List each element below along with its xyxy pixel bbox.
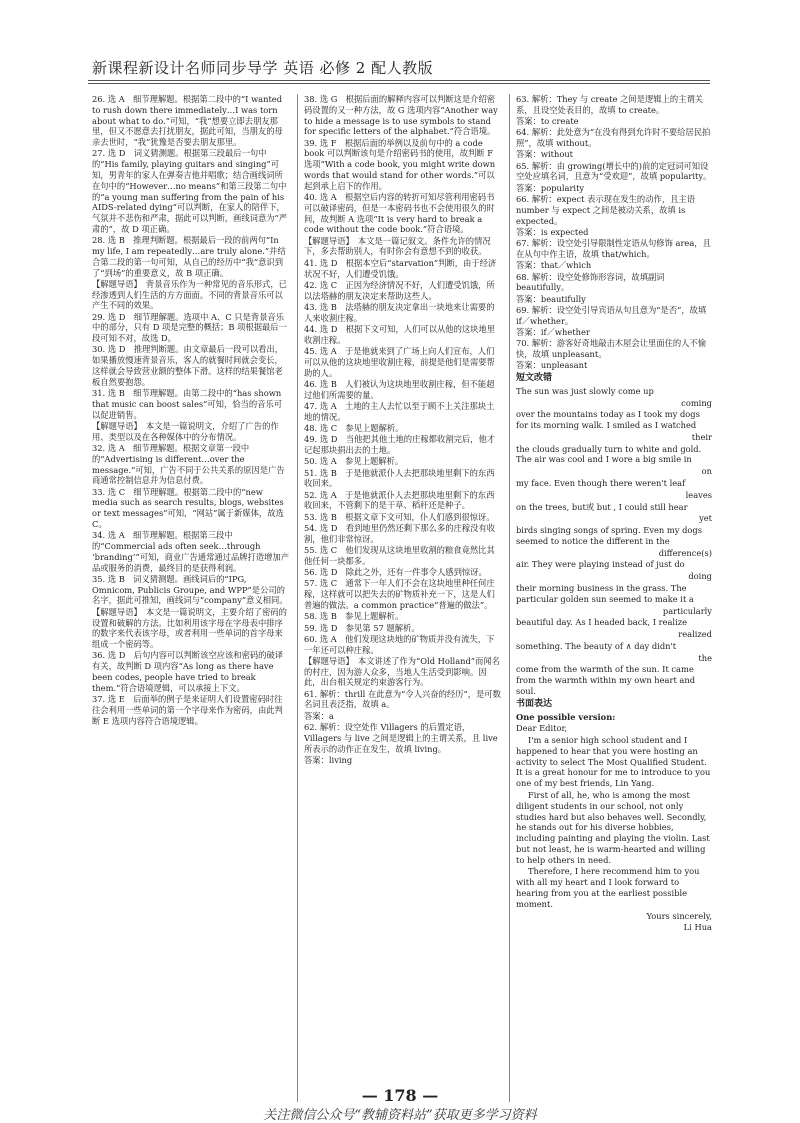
answer-item: 51. 选 B 于是他就派仆人去把那块地里剩下的东西收回来。: [304, 467, 495, 489]
answer-item: 33. 选 C 细节理解题。根据第二段中的“new media such as search results, blogs, websites or text messages”可知，“网站”属于新媒体，故选 C。: [92, 486, 284, 529]
answer-item: 65. 解析：由 growing(增长中的)前的定冠词可知设空处应填名词，且意为“受欢迎”，故填 popularity。: [516, 160, 712, 182]
column-divider: [297, 94, 298, 1102]
correction-line: over the mountains today as I took my dogs for its morning walk. I smiled as I watched: [516, 409, 700, 431]
essay-title: 书面表达: [516, 698, 553, 709]
answer-item: 42. 选 C 正因为经济情况不好，人们遭受饥饿，所以法塔赫的朋友决定来帮助这些人。: [304, 279, 495, 301]
correction-fix: on: [701, 466, 712, 477]
essay-signature: Li Hua: [683, 922, 712, 933]
answer-item: 31. 选 B 细节理解题。由第二段中的“has shown that music can boost sales”可知，恰当的音乐可以促进销售。: [92, 388, 283, 420]
answer-item: 49. 选 D 当他把其他土地的庄稼都收割完后，他才记起那块捐出去的土地。: [304, 434, 496, 455]
correction-fix: their: [691, 431, 712, 442]
answer-item: 48. 选 C 参见上题解析。: [304, 422, 404, 433]
answer-item: 32. 选 A 细节理解题。根据文章第一段中的“Advertising is different…over the message.”可知，广告不同于公共关系的原因是广告商通常控制信息并为信息付费。: [92, 443, 285, 486]
correction-line: something. The beauty of ∧ day didn't: [516, 640, 677, 651]
correction-fix: difference(s): [658, 547, 712, 558]
essay-version: One possible version:: [516, 711, 616, 722]
essay-greeting: Dear Editor,: [516, 723, 568, 734]
answer-item: 58. 选 B 参见上题解析。: [304, 611, 404, 622]
answer-item: 34. 选 A 细节理解题。根据第三段中的“Commercial ads often seek…through ‘branding’”可知，商业广告通常通过品牌打造增加产品或服务的消费，最终目的是获得利润。: [92, 530, 290, 573]
answer-item: 52. 选 A 于是他就派仆人去把那块地里剩下的东西收回来，不管剩下的是干草、稻秆还是种子。: [304, 489, 495, 511]
answer-item: 53. 选 B 根据文章下文可知，仆人们感到很惊讶。: [304, 511, 495, 522]
answer-line: 答案：beautifully: [516, 293, 586, 304]
section-guide: 【解题导语】 本文是一篇说明文，介绍了广告的作用、类型以及在各种媒体中的分布情况。: [92, 420, 279, 442]
correction-line: The sun was just slowly come up: [516, 385, 654, 396]
answer-line: 答案：is expected: [516, 226, 589, 237]
correction-title: 短文改错: [516, 373, 553, 384]
answer-item: 56. 选 D 除此之外，还有一件事令人感到惊讶。: [304, 567, 487, 578]
correction-fix: yet: [699, 513, 712, 524]
answer-item: 67. 解析：设空处引导限制性定语从句修饰 area，且在从句中作主语，故填 that/which。: [516, 238, 711, 259]
essay-closing: Yours sincerely,: [646, 910, 712, 921]
correction-fix: particularly: [662, 605, 712, 616]
section-guide: 【解题导语】 本文是一篇说明文，主要介绍了密码的设置和破解的方法。比如利用该字母在字母表中排序的数字来代表该字母，或者利用一些单词的首字母来组成一个密码等。: [92, 606, 287, 650]
section-guide: 【解题导语】 本文讲述了作为“Old Holland”而闻名的村庄，因为游人众多，当地人生活受到影响。因此，出台相关规定约束游客行为。: [304, 655, 500, 688]
header-rule-2: [88, 83, 710, 84]
answer-line: 答案：a: [304, 710, 334, 721]
answer-line: 答案：if／whether: [516, 326, 590, 337]
section-guide: 【解题导语】 本文是一篇记叙文。条件允许的情况下，多去帮助别人，有时你会有意想不到的收获。: [304, 235, 491, 257]
answer-item: 70. 解析：游客好奇地敲击木屋会让里面住的人不愉快，故填 unpleasant。: [516, 338, 707, 359]
answer-item: 64. 解析：此处意为“在没有得到允许时不要给居民拍照”，故填 without。: [516, 127, 711, 149]
answer-item: 27. 选 D 词义猜测题。根据第三段最后一句中的“His family, playing guitars and singing”可知，男青年的家人在弹奏吉他并唱歌；结合画线词所在句中的“However…no means”和第三段第二句中的“a young man suffering from the pain of his AIDS-related dying”可以判断，在家人的陪伴下，气氛并不悲伤和严肃，据此可以判断，画线词意为“严肃的”，故 D 项正确。: [92, 148, 288, 234]
answer-item: 47. 选 A 土地的主人去忙以至于顾不上关注那块土地的情况。: [304, 400, 495, 422]
answer-item: 46. 选 B 人们被认为这块地里收割庄稼，但不能超过他们所需要的量。: [304, 378, 495, 400]
header-title: 新课程新设计名师同步导学 英语 必修 2 配人教版: [92, 59, 434, 77]
correction-fix: the: [698, 652, 712, 663]
answer-line: 答案：popularity: [516, 182, 585, 193]
essay-letter: [516, 712, 712, 934]
correction-line: on the trees, but或 but , I could still hear: [516, 501, 688, 512]
answer-item: 66. 解析：expect 表示现在发生的动作，且主语 number 与 expect 之间是被动关系，故填 is expected。: [516, 194, 696, 226]
answer-item: 43. 选 B 法塔赫的朋友决定拿出一块地来让需要的人来收割庄稼。: [304, 301, 495, 323]
answer-item: 50. 选 A 参见上题解析。: [304, 456, 404, 467]
answer-item: 57. 选 C 通常下一年人们不会在这块地里种任何庄稼，这样就可以把失去的矿物质补充一下，这是人们普遍的做法。a common practice“普遍的做法”。: [304, 578, 495, 610]
answer-item: 41. 选 D 根据本空后“starvation”判断，由于经济状况不好，人们遭受饥饿。: [304, 257, 497, 279]
correction-fix: realized: [678, 629, 712, 640]
correction-passage: [516, 386, 712, 697]
answer-item: 54. 选 D 看到地里仍然还剩下那么多的庄稼没有收割，他们非常惊讶。: [304, 522, 496, 544]
correction-line: the clouds gradually turn to white and gold. The air was cool and I wore a big smile in: [516, 443, 702, 465]
correction-line: beautiful day. As I headed back, I realize: [516, 617, 688, 628]
answer-item: 61. 解析：thrill 在此意为“令人兴奋的经历”，是可数名词且表泛指，故填 a。: [304, 688, 501, 710]
answer-item: 60. 选 A 他们发现这块地的矿物质并没有流失，下一年还可以种庄稼。: [304, 633, 495, 655]
answer-item: 35. 选 B 词义猜测题。画线词后的“IPG, Omnicom, Publicis Groupe, and WPP”是公司的名字，据此可推知，画线词与“company”意义相同。: [92, 573, 288, 606]
correction-fix: doing: [688, 571, 712, 582]
answer-item: 26. 选 A 细节理解题。根据第二段中的“I wanted to rush down there immediately…I was torn about what to do.”可知，“我”想要立即去朋友那里，但又不愿意去打扰朋友，据此可知，当朋友的母亲去世时，“我”犹豫是否要去朋友那里。: [92, 94, 283, 148]
correction-line: my face. Even though there weren't leaf: [516, 477, 686, 488]
answer-item: 28. 选 B 推理判断题。根据最后一段的前两句“In my life, I am repeatedly…are truly alone.”并结合第二段的第一句可知，从自己的经历中“我”意识到了“到场”的重要意义，故 B 项正确。: [92, 235, 286, 278]
answer-column-2: [304, 94, 502, 766]
correction-line: their morning business in the grass. The particular golden sun seemed to make it a: [516, 583, 694, 604]
answer-item: 36. 选 D 后句内容可以判断该空应该和密码的破译有关，故判断 D 项内容“As long as there have been codes, people have tried to break them.”符合语境逻辑，可以承接上下文。: [92, 650, 284, 693]
answer-line: 答案：that／which: [516, 260, 592, 271]
footer-note: 关注微信公众号“教辅资料站”获取更多学习资料: [263, 1108, 537, 1123]
answer-item: 30. 选 D 推理判断题。由文章最后一段可以看出，如果播放慢速背景音乐，客人的就餐时间就会变长，这样就会导致营业额的整体下滑。这样的结果餐馆老板自然要抱怨。: [92, 344, 284, 387]
answer-item: 44. 选 D 根据下文可知，人们可以从他的这块地里收割庄稼。: [304, 323, 496, 345]
correction-fix: leaves: [685, 489, 712, 500]
answer-line: 答案：unpleasant: [516, 360, 588, 371]
answer-item: 40. 选 A 根据空后内容的转折可知尽管利用密码书可以破译密码，但是一本密码书也不会使用很久的时间，故判断 A 选项“It is very hard to break a code without the code book.”符合语境。: [304, 192, 495, 235]
answer-item: 68. 解析：设空处修饰形容词，故填副词 beautifully。: [516, 271, 665, 293]
essay-paragraph: Therefore, I here recommend him to you with all my heart and I look forward to hearing from you at the earliest possible moment.: [516, 866, 700, 909]
section-guide: 【解题导语】 背景音乐作为一种常见的音乐形式，已经渗透到人们生活的方方面面。不同的背景音乐可以产生不同的效果。: [92, 278, 287, 311]
grammar-answers: [516, 94, 712, 371]
answer-item: 29. 选 D 细节理解题。选项中 A、C 只是背景音乐中的部分，只有 D 项是完整的概括；B 项根据最后一段可知不对，故选 D。: [92, 311, 287, 344]
answer-item: 59. 选 D 参见第 57 题解析。: [304, 622, 420, 633]
column-divider: [509, 94, 510, 1102]
answer-line: 答案：to create: [516, 116, 579, 127]
answer-item: 38. 选 G 根据后面的解释内容可以判断这是介绍密码设置的又一种方法，故 G 选项内容“Another way to hide a message is to use symbols to stand for specific letters of the alphabet.”符合语境。: [304, 94, 498, 137]
correction-line: birds singing songs of spring. Even my dogs seemed to notice the different in the: [516, 525, 702, 546]
answer-item: 55. 选 C 他们发现从这块地里收割的粮食竟然比其他任何一块都多。: [304, 545, 495, 566]
page-number: — 178 —: [361, 1086, 439, 1105]
answer-item: 63. 解析：They 与 create 之间是逻辑上的主谓关系，且设空处表目的，故填 to create。: [516, 94, 704, 115]
answer-item: 45. 选 A 于是他就来到了广场上向人们宣布，人们可以从他的这块地里收割庄稼，前提是他们是需要帮助的人。: [304, 345, 495, 378]
essay-paragraph: I'm a senior high school student and I happened to hear that you were hosting an activity to select The Most Qualified Student. It is a great honour for me to introduce to you one of my best friends, Lin Yang.: [516, 735, 711, 789]
answer-item: 69. 解析：设空处引导宾语从句且意为“是否”，故填 if／whether。: [516, 304, 707, 326]
answer-item: 62. 解析：设空处作 Villagers 的后置定语，Villagers 与 live 之间是逻辑上的主谓关系，且 live 所表示的动作正在发生，故填 living。: [304, 722, 498, 754]
essay-paragraph: First of all, he, who is among the most diligent students in our school, not only studies hard but also behaves well. Secondly, he stands out for his diverse hobbies, including painting and playing the violin. Last but not least, he is warm-hearted and willing to help others in need.: [516, 789, 710, 865]
header-rule: [88, 80, 710, 81]
answer-item: 37. 选 E 后面举的例子是来证明人们设置密码时往往会利用一些单词的第一个字母来作为密码，由此判断 E 选项内容符合语境逻辑。: [92, 693, 283, 726]
correction-fix: coming: [681, 397, 712, 408]
answer-line: 答案：without: [516, 149, 573, 160]
correction-line: air. They were playing instead of just do: [516, 559, 685, 570]
answer-item: 39. 选 F 根据后面的举例以及前句中的 a code book 可以判断该句是介绍密码书的使用，故判断 F 选项“With a code book, you might write down words that would stand for other words.”可以起到承上启下的作用。: [304, 137, 496, 191]
answer-column-1: [92, 94, 290, 727]
correction-line: come from the warmth of the sun. It came from the warmth within my own heart and soul.: [516, 664, 696, 697]
answer-column-3: [516, 94, 712, 934]
answer-line: 答案：living: [304, 754, 353, 765]
